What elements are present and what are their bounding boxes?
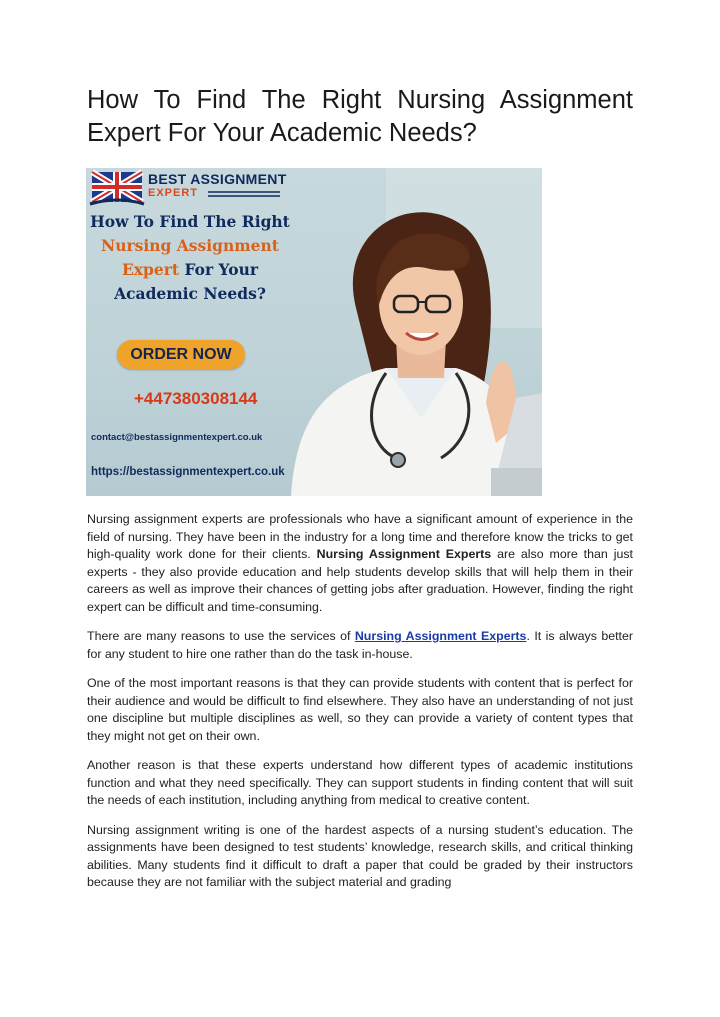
order-now-button[interactable]: ORDER NOW — [117, 340, 245, 369]
contact-email: contact@bestassignmentexpert.co.uk — [91, 432, 263, 443]
paragraph: One of the most important reasons is that they can provide students with content that is perfect for their audience and would be difficult to find elsewhere. They also have an understanding of not just one discipline but multiple disciplines as well, so they can provide a variety of content types that they might not get on their own. — [87, 676, 633, 743]
brand-subname: EXPERT — [148, 187, 199, 199]
promo-banner — [86, 168, 542, 496]
uk-flag-book-logo — [90, 172, 144, 204]
nursing-experts-link[interactable]: Nursing Assignment Experts — [354, 629, 527, 643]
paragraph: Another reason is that these experts understand how different types of academic institutions function and what they need specifically. They can support students in finding content that will suit the needs of each institution, including anything from medical to creative content. — [87, 758, 633, 807]
paragraph: Nursing assignment experts are professionals who have a significant amount of experience in the field of nursing. They have been in the industry for a long time and therefore know the tricks to get high-quality work done for their clients. Nursing Assignment Experts are also more than just experts - they also provide education and help students develop skills that will help them in their careers as well as improve their chances of getting jobs after graduation. However, finding the right expert can be difficult and time-consuming. — [87, 512, 633, 614]
brand-name: BEST ASSIGNMENT — [148, 171, 287, 187]
contact-phone: +447380308144 — [134, 389, 258, 408]
bold-phrase: Nursing Assignment Experts — [316, 547, 492, 561]
banner-headline-line3 — [86, 260, 294, 279]
page-title: How To Find The Right Nursing Assignment Expert For Your Academic Needs? — [87, 86, 633, 147]
banner-headline-line2: Nursing Assignment — [101, 236, 279, 255]
paragraph: There are many reasons to use the services of Nursing Assignment Experts. It is always better for any student to hire one rather than do the task in-house. — [87, 629, 634, 661]
headline-accent: Expert — [121, 260, 180, 279]
website-url: https://bestassignmentexpert.co.uk — [91, 466, 285, 478]
headline-rest: For Your — [179, 260, 259, 279]
banner-headline-line1: How To Find The Right — [90, 212, 290, 231]
banner-headline-line4: Academic Needs? — [114, 284, 266, 303]
paragraph: Nursing assignment writing is one of the hardest aspects of a nursing student’s education. The assignments have been designed to test students’ knowledge, research skills, and critical thinking abilities. Many students find it difficult to draft a paper that could be graded by their instructors because they are not familiar with the subject material and grading — [87, 822, 633, 889]
article-body — [87, 511, 633, 904]
